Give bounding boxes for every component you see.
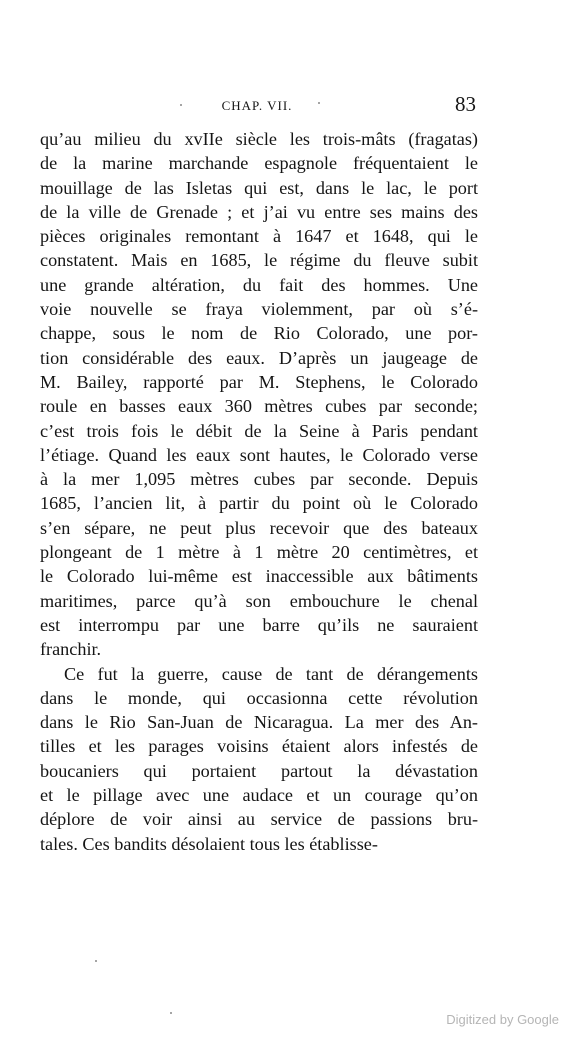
paper-speck bbox=[180, 104, 182, 106]
text-line: est interrompu par une barre qu’ils ne sauraient bbox=[40, 614, 478, 635]
text-line: tion considérable des eaux. D’après un jaugeage de bbox=[40, 347, 478, 368]
paper-speck bbox=[318, 102, 320, 104]
text-line: de la ville de Grenade ; et j’ai vu entre ses mains des bbox=[40, 201, 478, 222]
text-line: dans le monde, qui occasionna cette révolution bbox=[40, 687, 478, 708]
text-line: plongeant de 1 mètre à 1 mètre 20 centimètres, et bbox=[40, 542, 478, 563]
text-line: s’en sépare, ne peut plus recevoir que des bateaux bbox=[40, 517, 478, 538]
text-line: de la marine marchande espagnole fréquentaient le bbox=[40, 153, 478, 174]
paper-speck bbox=[170, 1012, 172, 1014]
text-line: voie nouvelle se fraya violemment, par où s’é- bbox=[40, 299, 478, 320]
body-text bbox=[40, 127, 478, 856]
text-line: déplore de voir ainsi au service de passions bru- bbox=[40, 809, 478, 830]
text-line: une grande altération, du fait des hommes. Une bbox=[40, 274, 478, 295]
paragraph bbox=[40, 127, 478, 662]
text-line: pièces originales remontant à 1647 et 1648, qui le bbox=[40, 226, 478, 247]
text-line: chappe, sous le nom de Rio Colorado, une por- bbox=[40, 323, 478, 344]
text-line: mouillage de las Isletas qui est, dans le lac, le port bbox=[40, 177, 478, 198]
text-line: boucaniers qui portaient partout la dévastation bbox=[40, 760, 478, 781]
text-line: tilles et les parages voisins étaient alors infestés de bbox=[40, 736, 478, 757]
text-line: 1685, l’ancien lit, à partir du point où le Colorado bbox=[40, 493, 478, 514]
text-line: dans le Rio San-Juan de Nicaragua. La mer des An- bbox=[40, 712, 478, 733]
text-line: franchir. bbox=[40, 639, 102, 660]
running-head bbox=[38, 92, 476, 118]
text-line: qu’au milieu du xvIIe siècle les trois-mâts (fragatas) bbox=[40, 129, 478, 149]
text-line: c’est trois fois le débit de la Seine à Paris pendant bbox=[40, 420, 478, 441]
chapter-label: CHAP. VII. bbox=[221, 98, 293, 113]
text-line: M. Bailey, rapporté par M. Stephens, le Colorado bbox=[40, 371, 478, 392]
text-line: l’étiage. Quand les eaux sont hautes, le Colorado verse bbox=[40, 444, 478, 465]
text-line: à la mer 1,095 mètres cubes par seconde. Depuis bbox=[40, 469, 478, 490]
digitized-watermark: Digitized by Google bbox=[446, 1012, 559, 1027]
text-line: constatent. Mais en 1685, le régime du fleuve subit bbox=[40, 250, 478, 271]
paper-speck bbox=[95, 960, 97, 962]
text-line: Ce fut la guerre, cause de tant de dérangements bbox=[64, 663, 478, 684]
text-line: roule en basses eaux 360 mètres cubes par seconde; bbox=[40, 396, 478, 417]
paragraph bbox=[40, 662, 478, 856]
text-line: tales. Ces bandits désolaient tous les établisse- bbox=[40, 833, 378, 854]
text-line: le Colorado lui-même est inaccessible aux bâtiments bbox=[40, 566, 478, 587]
text-line: maritimes, parce qu’à son embouchure le chenal bbox=[40, 590, 478, 611]
page-number: 83 bbox=[455, 92, 476, 116]
text-line: et le pillage avec une audace et un courage qu’on bbox=[40, 785, 478, 806]
